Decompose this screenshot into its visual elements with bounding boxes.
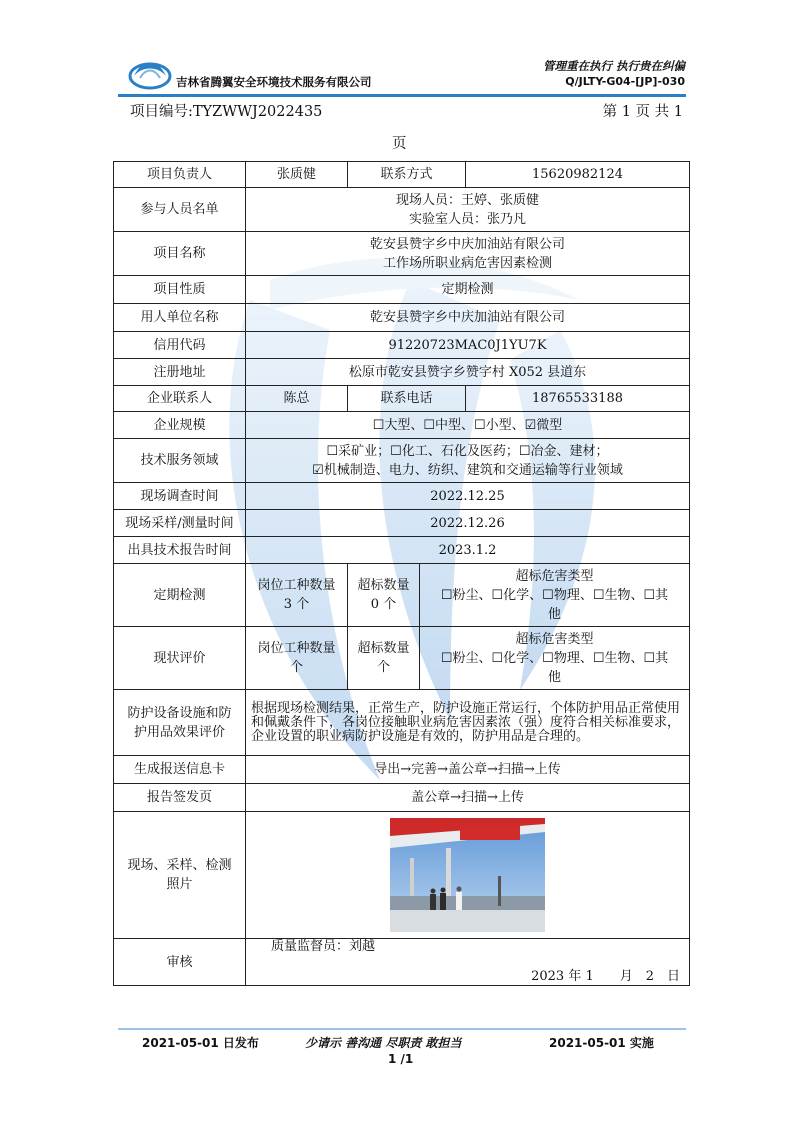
table-row [114,812,690,939]
header-rule [118,94,686,97]
periodic-label: 定期检测 [114,564,246,627]
info-card-value: 导出→完善→盖公章→扫描→上传 [246,756,690,784]
report-time-value: 2023.1.2 [246,537,690,564]
photo-cell [246,812,690,939]
nature-value: 定期检测 [246,276,690,304]
effective-date: 2021-05-01 实施 [549,1036,654,1050]
photo-label-line1: 现场、采样、检测 [127,858,232,873]
service-field-line1: ☐采矿业；☐化工、石化及医药；☐冶金、建材； [326,443,609,459]
protection-evaluation: 根据现场检测结果，正常生产，防护设施正常运行，个体防护用品正常使用和佩戴条件下，各岗位接触职业病危害因素浓（强）度符合相关标准要求，企业设置的职业病防护设施是有效的，防护用品是合理的。 [246,690,690,756]
table-row [114,756,690,784]
service-field-label: 技术服务领域 [114,439,246,483]
staff-value [246,188,690,232]
site-photo [390,818,545,932]
periodic-hazard-title: 超标危害类型 [515,568,594,584]
table-row [114,386,690,412]
scale-value: ☐大型、☐中型、☐小型、☑微型 [246,412,690,439]
issue-date: 2021-05-01 日发布 [142,1036,259,1050]
periodic-exceed [348,564,420,627]
review-cell [246,939,690,986]
employer-label: 用人单位名称 [114,304,246,332]
status-posts-line2: 个 [289,660,303,675]
staff-field: 现场人员：王婷、张质健 [396,192,540,208]
periodic-posts-line1: 岗位工种数量 [257,578,336,593]
table-row [114,188,690,232]
staff-lab: 实验室人员：张乃凡 [409,211,527,227]
employer-value: 乾安县赞字乡中庆加油站有限公司 [246,304,690,332]
address-value: 松原市乾安县赞字乡赞字村 X052 县道东 [246,359,690,386]
status-hazard-types [420,627,690,690]
review-date: 2023 年 1 月 2 日 [531,969,681,984]
project-name-line1: 乾安县赞字乡中庆加油站有限公司 [370,236,566,252]
periodic-hazard-line2: 他 [548,606,562,622]
quality-supervisor: 质量监督员：刘越 [271,939,376,954]
table-row [114,359,690,386]
table-row [114,412,690,439]
table-row [114,939,690,986]
project-info-table [113,161,690,986]
header-slogan: 管理重在执行 执行贵在纠偏 [542,59,685,73]
table-row [114,784,690,812]
protection-label-line1: 防护设备设施和防 [127,705,232,721]
service-field-line2: ☑机械制造、电力、纺织、建筑和交通运输等行业领域 [312,462,623,478]
footer-rule [118,1028,686,1030]
status-hazard-line1: ☐粉尘、☐化学、☐物理、☐生物、☐其 [440,650,669,666]
address-label: 注册地址 [114,359,246,386]
credit-code-value: 91220723MAC0J1YU7K [246,332,690,359]
table-row [114,162,690,188]
company-logo-icon [128,54,172,90]
leader-label: 项目负责人 [114,162,246,188]
status-hazard-title: 超标危害类型 [515,631,594,647]
table-row [114,232,690,276]
sign-page-label: 报告签发页 [114,784,246,812]
table-row [114,537,690,564]
status-exceed-line1: 超标数量 [357,641,410,656]
protection-label-line2: 护用品效果评价 [133,724,225,740]
staff-label: 参与人员名单 [114,188,246,232]
table-row [114,627,690,690]
protection-label [114,690,246,756]
project-name-value [246,232,690,276]
phone-value: 18765533188 [466,386,690,412]
footer-page-number: 1 /1 [388,1052,414,1066]
table-row [114,483,690,510]
photo-label-line2: 照片 [166,877,193,892]
document-code: Q/JLTY-G04-[JP]-030 [565,75,685,88]
scale-label: 企业规模 [114,412,246,439]
survey-time-label: 现场调查时间 [114,483,246,510]
status-exceed-line2: 个 [376,660,390,675]
sign-page-value: 盖公章→扫描→上传 [246,784,690,812]
table-row [114,276,690,304]
status-posts-line1: 岗位工种数量 [257,641,336,656]
ent-contact-label: 企业联系人 [114,386,246,412]
page-info: 第 1 页 共 1 [602,104,683,120]
nature-label: 项目性质 [114,276,246,304]
photo-label [114,812,246,939]
table-row [114,332,690,359]
project-name-line2: 工作场所职业病危害因素检测 [383,255,553,271]
ent-contact-value: 陈总 [246,386,348,412]
periodic-exceed-line1: 超标数量 [357,578,410,593]
table-row [114,690,690,756]
page-info-suffix: 页 [392,136,407,152]
table-row [114,510,690,537]
info-card-label: 生成报送信息卡 [114,756,246,784]
leader-value: 张质健 [246,162,348,188]
status-posts [246,627,348,690]
periodic-posts [246,564,348,627]
table-row [114,304,690,332]
periodic-hazard-types [420,564,690,627]
status-hazard-line2: 他 [548,669,562,685]
credit-code-label: 信用代码 [114,332,246,359]
service-field-value [246,439,690,483]
report-time-label: 出具技术报告时间 [114,537,246,564]
phone-label: 联系电话 [348,386,466,412]
contact-value: 15620982124 [466,162,690,188]
table-row [114,439,690,483]
company-name: 吉林省腾翼安全环境技术服务有限公司 [176,75,372,89]
status-exceed [348,627,420,690]
table-row [114,564,690,627]
periodic-posts-line2: 3 个 [283,597,310,612]
project-number: 项目编号:TYZWWJ2022435 [130,104,323,120]
review-label: 审核 [114,939,246,986]
contact-label: 联系方式 [348,162,466,188]
footer-motto: 少请示 善沟通 尽职责 敢担当 [305,1036,462,1050]
status-label: 现状评价 [114,627,246,690]
survey-time-value: 2022.12.25 [246,483,690,510]
project-name-label: 项目名称 [114,232,246,276]
periodic-exceed-line2: 0 个 [370,597,397,612]
sampling-time-label: 现场采样/测量时间 [114,510,246,537]
periodic-hazard-line1: ☐粉尘、☐化学、☐物理、☐生物、☐其 [440,587,669,603]
sampling-time-value: 2022.12.26 [246,510,690,537]
